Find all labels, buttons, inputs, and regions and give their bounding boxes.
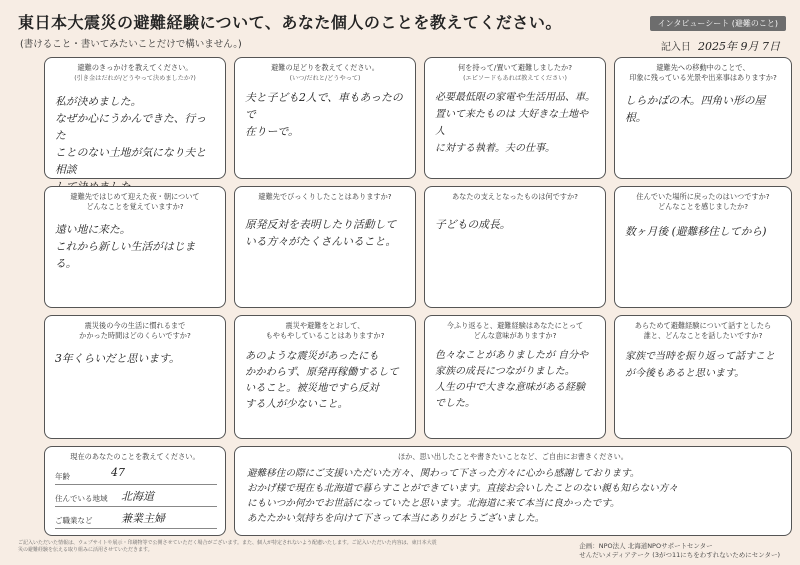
- card-answer: あのような震災があったにも かかわらず、原発再稼働するして いること。被災地ですら反対 する人が少ないこと。: [245, 350, 399, 410]
- card-question: 今ふり返ると、避難経験はあなたにとって どんな意味がありますか?: [446, 321, 584, 340]
- card-adjustment-time: [44, 315, 226, 439]
- card-answer: 数ヶ月後 (避難移住してから): [625, 225, 767, 238]
- card-question: 何を持って/置いて避難しましたか? (エピソードもあれば教えてください): [457, 63, 573, 82]
- card-return-home: [614, 186, 792, 308]
- free-message-card: [234, 446, 792, 536]
- card-question: 震災後の今の生活に慣れるまで かかった時間はどのくらいですか?: [79, 321, 191, 340]
- card-answer: 私が決めました。 なぜか心にうかんできた、行った ことのない土地が気になり夫と相談: [55, 95, 207, 176]
- profile-region-row: [55, 487, 217, 507]
- profile-age-label: 年齢: [55, 472, 70, 481]
- card-answer: 家族で当時を振り返って話すこと が今後もあると思います。: [625, 351, 775, 379]
- footer-organization: [579, 542, 780, 560]
- card-answer: 遠い地に来た。 これから新しい生活がはじまる。: [55, 223, 196, 270]
- card-question: 避難先ではじめて迎えた夜・朝について どんなことを覚えていますか?: [70, 192, 200, 211]
- card-journey-scenery: [614, 57, 792, 179]
- card-question: あなたの支えとなったものは何ですか?: [451, 192, 578, 201]
- card-surprises: [234, 186, 416, 308]
- profile-job-label: ご職業など: [55, 516, 93, 525]
- card-question: 住んでいた場所に戻ったのはいつですか? どんなことを感じましたか?: [636, 192, 770, 211]
- card-answer: 夫と子ども2人で、車もあったので 在りーで。: [245, 91, 403, 138]
- card-question: 避難先でびっくりしたことはありますか?: [258, 192, 392, 201]
- card-question: 震災や避難をとおして、 もやもやしていることはありますか?: [265, 321, 385, 340]
- profile-age-value: 47: [111, 466, 125, 479]
- card-first-night: [44, 186, 226, 308]
- entry-date-label: 記入日: [660, 42, 691, 53]
- sheet-type-badge: インタビューシート (避難のこと): [650, 16, 786, 31]
- card-evacuation-route: [234, 57, 416, 179]
- card-answer: 色々なことがありましたが 自分や 家族の成長につながりました。 人生の中で大きな意味がある経験 でした。: [435, 350, 589, 409]
- card-answer: 子どもの成長。: [435, 217, 511, 231]
- profile-job-value: 兼業主婦: [121, 512, 165, 525]
- card-question: 避難のきっかけを教えてください。 (引き金はだれが/どうやって決めましたか?): [74, 63, 196, 82]
- card-lingering-concerns: [234, 315, 416, 439]
- card-evacuation-trigger: [44, 57, 226, 179]
- profile-card: [44, 446, 226, 536]
- footer-org-line-2: せんだいメディアテーク (3がつ11にちをわすれないためにセンター): [579, 551, 780, 559]
- page-title: 東日本大震災の避難経験について、あなた個人のことを教えてください。: [18, 13, 562, 32]
- card-answer: 原発反対を表明したり活動して いる方々がたくさんいること。: [245, 217, 397, 248]
- card-support: [424, 186, 606, 308]
- card-answer: しらかばの木。四角い形の屋根。: [625, 94, 766, 124]
- card-question: 避難先への移動中のことで、 印象に残っている光景や出来事はありますか?: [629, 63, 777, 82]
- card-meaning: [424, 315, 606, 439]
- profile-region-value: 北海道: [121, 490, 154, 503]
- card-answer: 3年くらいだと思います。: [55, 352, 180, 365]
- card-answer: 必要最低限の家電や生活用品、車。 置いて来たものは 大好きな土地や人 に対する執着。夫の仕事。: [435, 92, 595, 154]
- card-question: 現在のあなたのことを教えてください。: [70, 452, 200, 461]
- card-question: あらためて避難経験について話すとしたら 誰と、どんなことを話したいですか?: [634, 321, 772, 340]
- card-question: 避難の足どりを教えてください。 (いつ/だれと/どうやって): [271, 63, 379, 82]
- profile-region-label: 住んでいる地域: [55, 494, 108, 503]
- footer-note: ご記入いただいた情報は、ウェブサイトや展示・印刷物等で公開させていただく場合がございます。また、個人が特定されないよう配慮いたします。ご記入いただいた内容は、東日本大震災の避難経験を伝える取り組みに活用させていただきます。: [18, 540, 437, 553]
- entry-date-value: 2025年 9月 7日: [698, 40, 780, 53]
- profile-job-row: [55, 509, 217, 529]
- profile-age-row: [55, 465, 217, 485]
- entry-date: [661, 38, 784, 54]
- page-subtitle: (書けること・書いてみたいことだけで構いません。): [20, 39, 242, 50]
- footer-org-line-1: 企画：NPO法人 北海道NPOサポートセンター: [579, 542, 713, 550]
- card-future-conversation: [614, 315, 792, 439]
- card-belongings: [424, 57, 606, 179]
- card-question: ほか、思い出したことや書きたいことなど、ご自由にお書きください。: [397, 452, 628, 461]
- free-message-answer: 避難移住の際にご支援いただいた方々、関わって下さった方々に心から感謝しております。 おかげ様で現在も北海道で暮らすことができています。直接お会いしたことのない親も知らない方々 にもいつか何かでお世話になっていたと思います。北海道に来て本当に良かったです。 あたたかい気持ちを向けて下さって本当にありがとうございました。: [247, 467, 678, 524]
